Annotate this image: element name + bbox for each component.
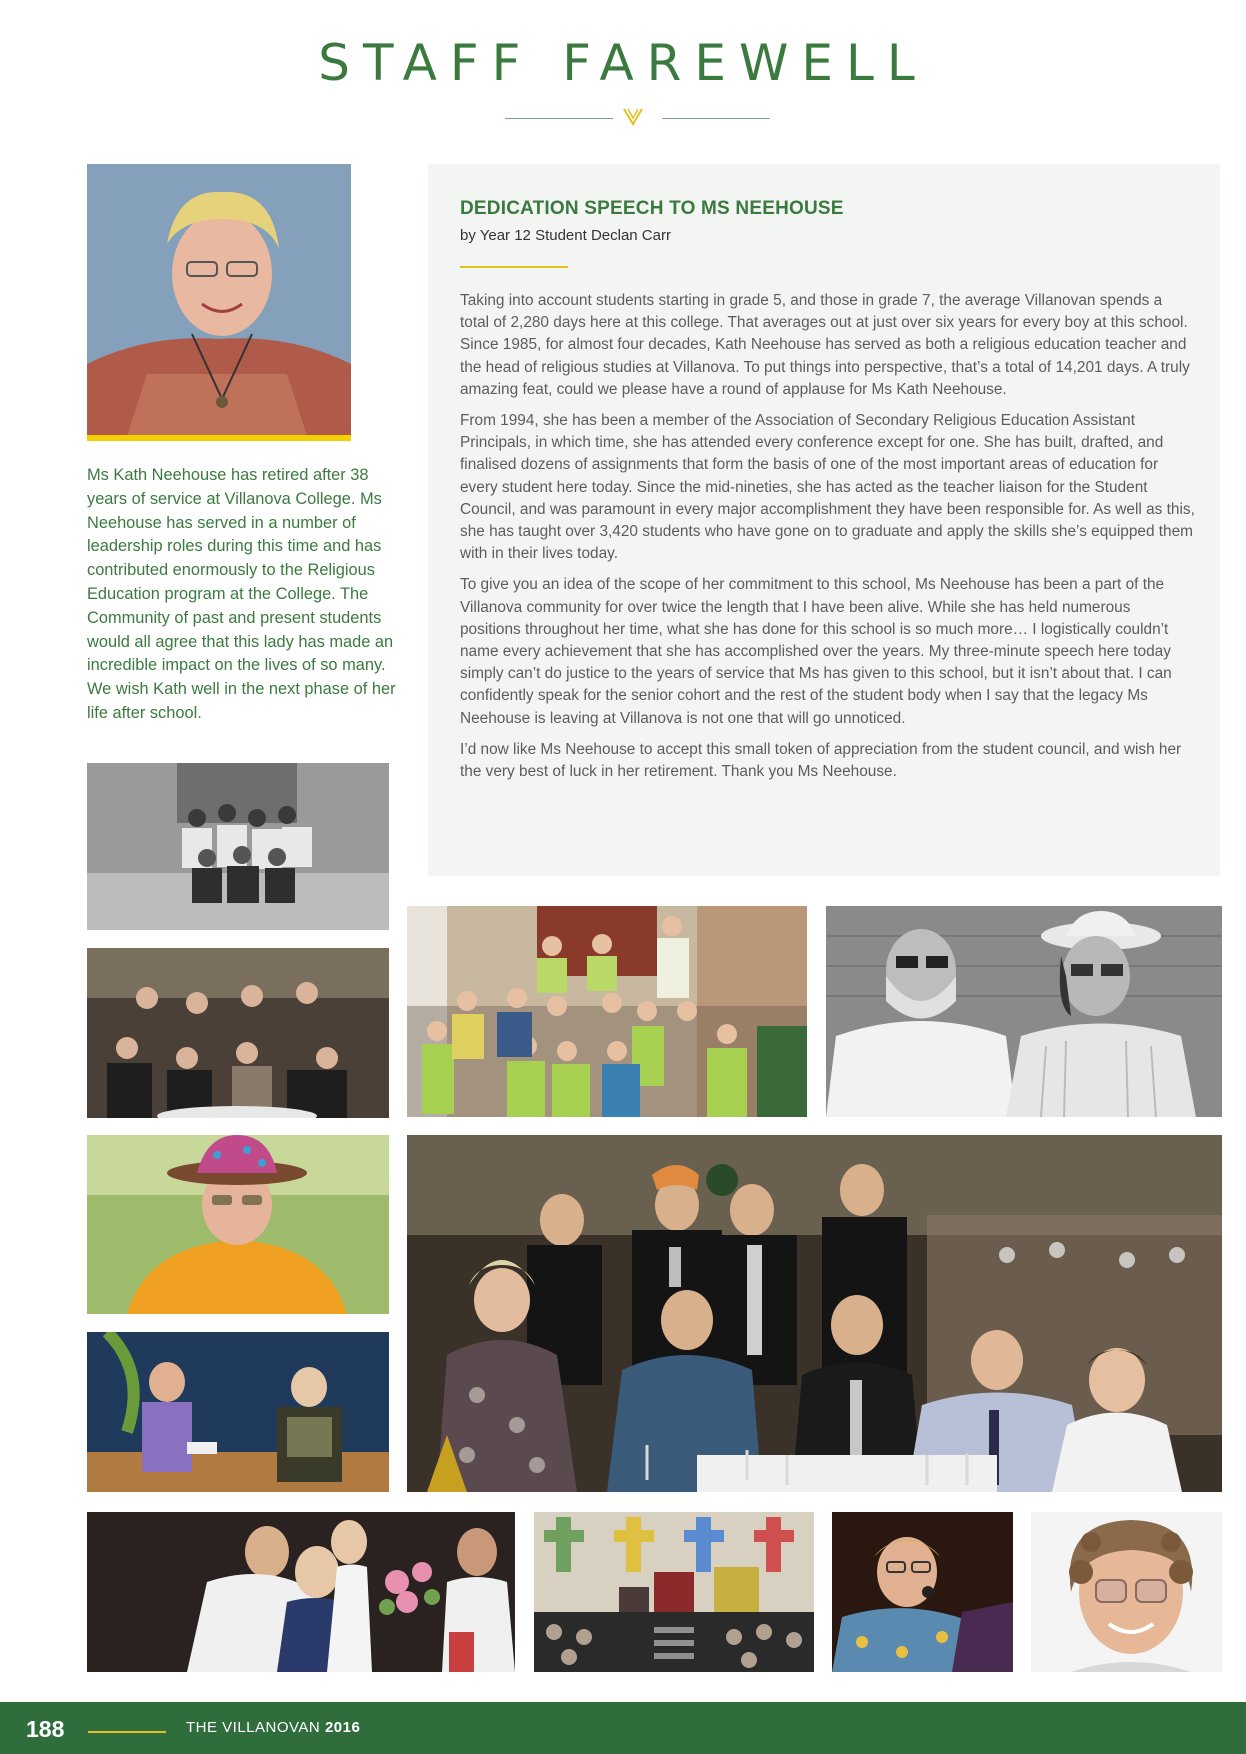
article-body [460, 290, 1195, 792]
footer-rule [88, 1731, 166, 1733]
photo-farewell-embrace [87, 1512, 515, 1672]
intro-text-block [87, 464, 407, 726]
title-divider-left [505, 118, 613, 119]
article-paragraph: From 1994, she has been a member of the Association of Secondary Religious Education Assistant Principals, in which time, she has attended every conference except for one. She has built, drafted, and finalised dozens of assignments that form the basis of one of the most important areas of education for every student here today. Since the mid-nineties, she has acted as the teacher liaison for the Student Council, and was paramount in every major accomplishment they have been responsible for. As well as this, she has taught over 3,420 students who have gone on to graduate and apply the skills she’s equipped them with in their lives today. [460, 412, 1195, 563]
portrait-photo [87, 164, 351, 436]
article-title-rule [460, 266, 568, 268]
article-title: DEDICATION SPEECH TO MS NEEHOUSE [460, 198, 844, 219]
photo-lectern-speaker [832, 1512, 1013, 1672]
staff-group-photo [407, 906, 807, 1117]
photo-bw-two-people [826, 906, 1222, 1117]
article-byline: by Year 12 Student Declan Carr [460, 227, 671, 244]
college-v-emblem-icon [622, 106, 644, 126]
article-paragraph: I’d now like Ms Neehouse to accept this small token of appreciation from the student council, and wish her the very best of luck in her retirement. Thank you Ms Neehouse. [460, 740, 1182, 781]
intro-closing: We wish Kath well in the next phase of her life after school. [87, 680, 396, 722]
page-number: 188 [26, 1716, 65, 1742]
page-title: STAFF FAREWELL [318, 34, 928, 92]
group-photo-bw-steps [87, 763, 389, 930]
publication-year: 2016 [324, 1719, 361, 1736]
group-photo-dinner-students [87, 948, 389, 1118]
title-divider-right [662, 118, 770, 119]
photo-stage-reading [87, 1332, 389, 1492]
article-paragraph: Taking into account students starting in grade 5, and those in grade 7, the average Villanovan spends a total of 2,280 days here at this college. That averages out at just over six years for every boy at this school. Since 1985, for almost four decades, Kath Neehouse has served as both a religious education teacher and the head of religious studies at Villanova. To put things into perspective, that’s a total of 14,201 days. A truly amazing feat, could we please have a round of applause for Ms Kath Neehouse. [460, 292, 1190, 398]
portrait-accent-bar [87, 435, 351, 441]
portrait-photo-vintage [1031, 1512, 1222, 1672]
article-paragraph: To give you an idea of the scope of her commitment to this school, Ms Neehouse has been a part of the Villanova community for over twice the length that I have been alive. While she has held numerous positions throughout her time, what she has done for this school is so much more… I logistically couldn’t name every achievement that she has accomplished over the years. My three-minute speech here today simply can’t do justice to the years of service that Ms has given to this school, but it isn’t about that. I can confidently speak for the senior cohort and the rest of the student body when I say that the legacy Ms Neehouse is leaving at Villanova is not one that will go unnoticed. [460, 576, 1172, 727]
dinner-group-photo [407, 1135, 1222, 1492]
photo-chapel-ceremony [534, 1512, 814, 1672]
publication-title: THE VILLANOVAN [186, 1719, 321, 1736]
publication-name [186, 1719, 360, 1736]
photo-colorful-hat [87, 1135, 389, 1314]
intro-paragraph: Ms Kath Neehouse has retired after 38 years of service at Villanova College. Ms Neehouse has served in a number of leadership roles during this time and has contributed enormously to the Religious Education program at the College. The Community of past and present students would all agree that this lady has made an incredible impact on the lives of so many. [87, 466, 394, 675]
